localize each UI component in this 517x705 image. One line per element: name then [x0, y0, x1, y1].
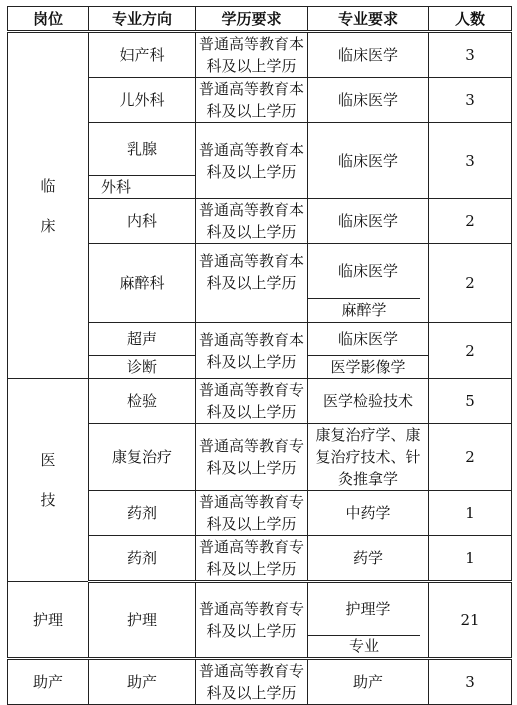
- education-cell: 普通高等教育本科及以上学历: [196, 123, 308, 199]
- group-clinical: 临 床: [8, 32, 89, 379]
- header-education: 学历要求: [196, 7, 308, 32]
- direction-cell: 护理: [89, 582, 196, 659]
- header-major: 专业要求: [308, 7, 429, 32]
- major-cell: 医学检验技术: [308, 379, 429, 424]
- direction-cell-top: 乳腺: [89, 123, 196, 176]
- header-count: 人数: [429, 7, 512, 32]
- education-cell: 普通高等教育专科及以上学历: [196, 536, 308, 582]
- count-cell: 2: [429, 424, 512, 491]
- education-cell: 普通高等教育专科及以上学历: [196, 582, 308, 659]
- major-cell: 药学: [308, 536, 429, 582]
- direction-cell: 康复治疗: [89, 424, 196, 491]
- header-position: 岗位: [8, 7, 89, 32]
- direction-cell-bottom: 诊断: [89, 356, 196, 379]
- table-row: [8, 659, 512, 705]
- major-cell: 临床医学: [308, 199, 429, 244]
- major-cell: 助产: [308, 659, 429, 705]
- major-top: 临床医学: [308, 323, 429, 356]
- major-bottom: 麻醉学: [308, 298, 420, 322]
- direction-cell: 药剂: [89, 536, 196, 582]
- major-cell: 中药学: [308, 491, 429, 536]
- major-top: 护理学: [345, 600, 391, 618]
- direction-cell: 内科: [89, 199, 196, 244]
- count-cell: 3: [429, 78, 512, 123]
- education-cell: 普通高等教育本科及以上学历: [196, 32, 308, 78]
- recruitment-table: [7, 6, 512, 705]
- count-cell: 3: [429, 32, 512, 78]
- count-cell: 2: [429, 323, 512, 379]
- direction-cell: 妇产科: [89, 32, 196, 78]
- education-cell: 普通高等教育专科及以上学历: [196, 659, 308, 705]
- header-row: [8, 7, 512, 32]
- group-midwife: 助产: [8, 659, 89, 705]
- count-cell: 3: [429, 123, 512, 199]
- education-cell: 普通高等教育专科及以上学历: [196, 424, 308, 491]
- direction-cell-top: 超声: [89, 323, 196, 356]
- count-cell: 3: [429, 659, 512, 705]
- count-cell: 1: [429, 536, 512, 582]
- major-bottom: 医学影像学: [308, 356, 429, 379]
- count-cell: 5: [429, 379, 512, 424]
- major-top: 临床医学: [337, 262, 398, 280]
- table-row: [8, 32, 512, 78]
- major-cell: 临床医学: [308, 123, 429, 199]
- education-cell: 普通高等教育本科及以上学历: [196, 323, 308, 379]
- count-cell: 2: [429, 244, 512, 323]
- table-row: [8, 582, 512, 659]
- education-cell: 普通高等教育本科及以上学历: [196, 78, 308, 123]
- education-cell: 普通高等教育专科及以上学历: [196, 379, 308, 424]
- count-cell: 1: [429, 491, 512, 536]
- direction-cell-bottom: 外科: [89, 176, 196, 199]
- group-nursing: 护理: [8, 582, 89, 659]
- direction-cell: 药剂: [89, 491, 196, 536]
- count-cell: 21: [429, 582, 512, 659]
- major-cell: 康复治疗学、康复治疗技术、针灸推拿学: [308, 424, 429, 491]
- group-medtech: 医 技: [8, 379, 89, 582]
- major-bottom: 专业: [308, 635, 420, 657]
- direction-cell: 检验: [89, 379, 196, 424]
- major-cell: 临床医学: [308, 32, 429, 78]
- major-cell: [308, 582, 429, 659]
- direction-cell: 儿外科: [89, 78, 196, 123]
- header-direction: 专业方向: [89, 7, 196, 32]
- education-cell: 普通高等教育本科及以上学历: [196, 244, 308, 323]
- education-cell: 普通高等教育专科及以上学历: [196, 491, 308, 536]
- direction-cell: 麻醉科: [89, 244, 196, 323]
- direction-cell: 助产: [89, 659, 196, 705]
- count-cell: 2: [429, 199, 512, 244]
- table-row: [8, 379, 512, 424]
- education-cell: 普通高等教育本科及以上学历: [196, 199, 308, 244]
- major-cell: 临床医学: [308, 78, 429, 123]
- major-cell: [308, 244, 429, 323]
